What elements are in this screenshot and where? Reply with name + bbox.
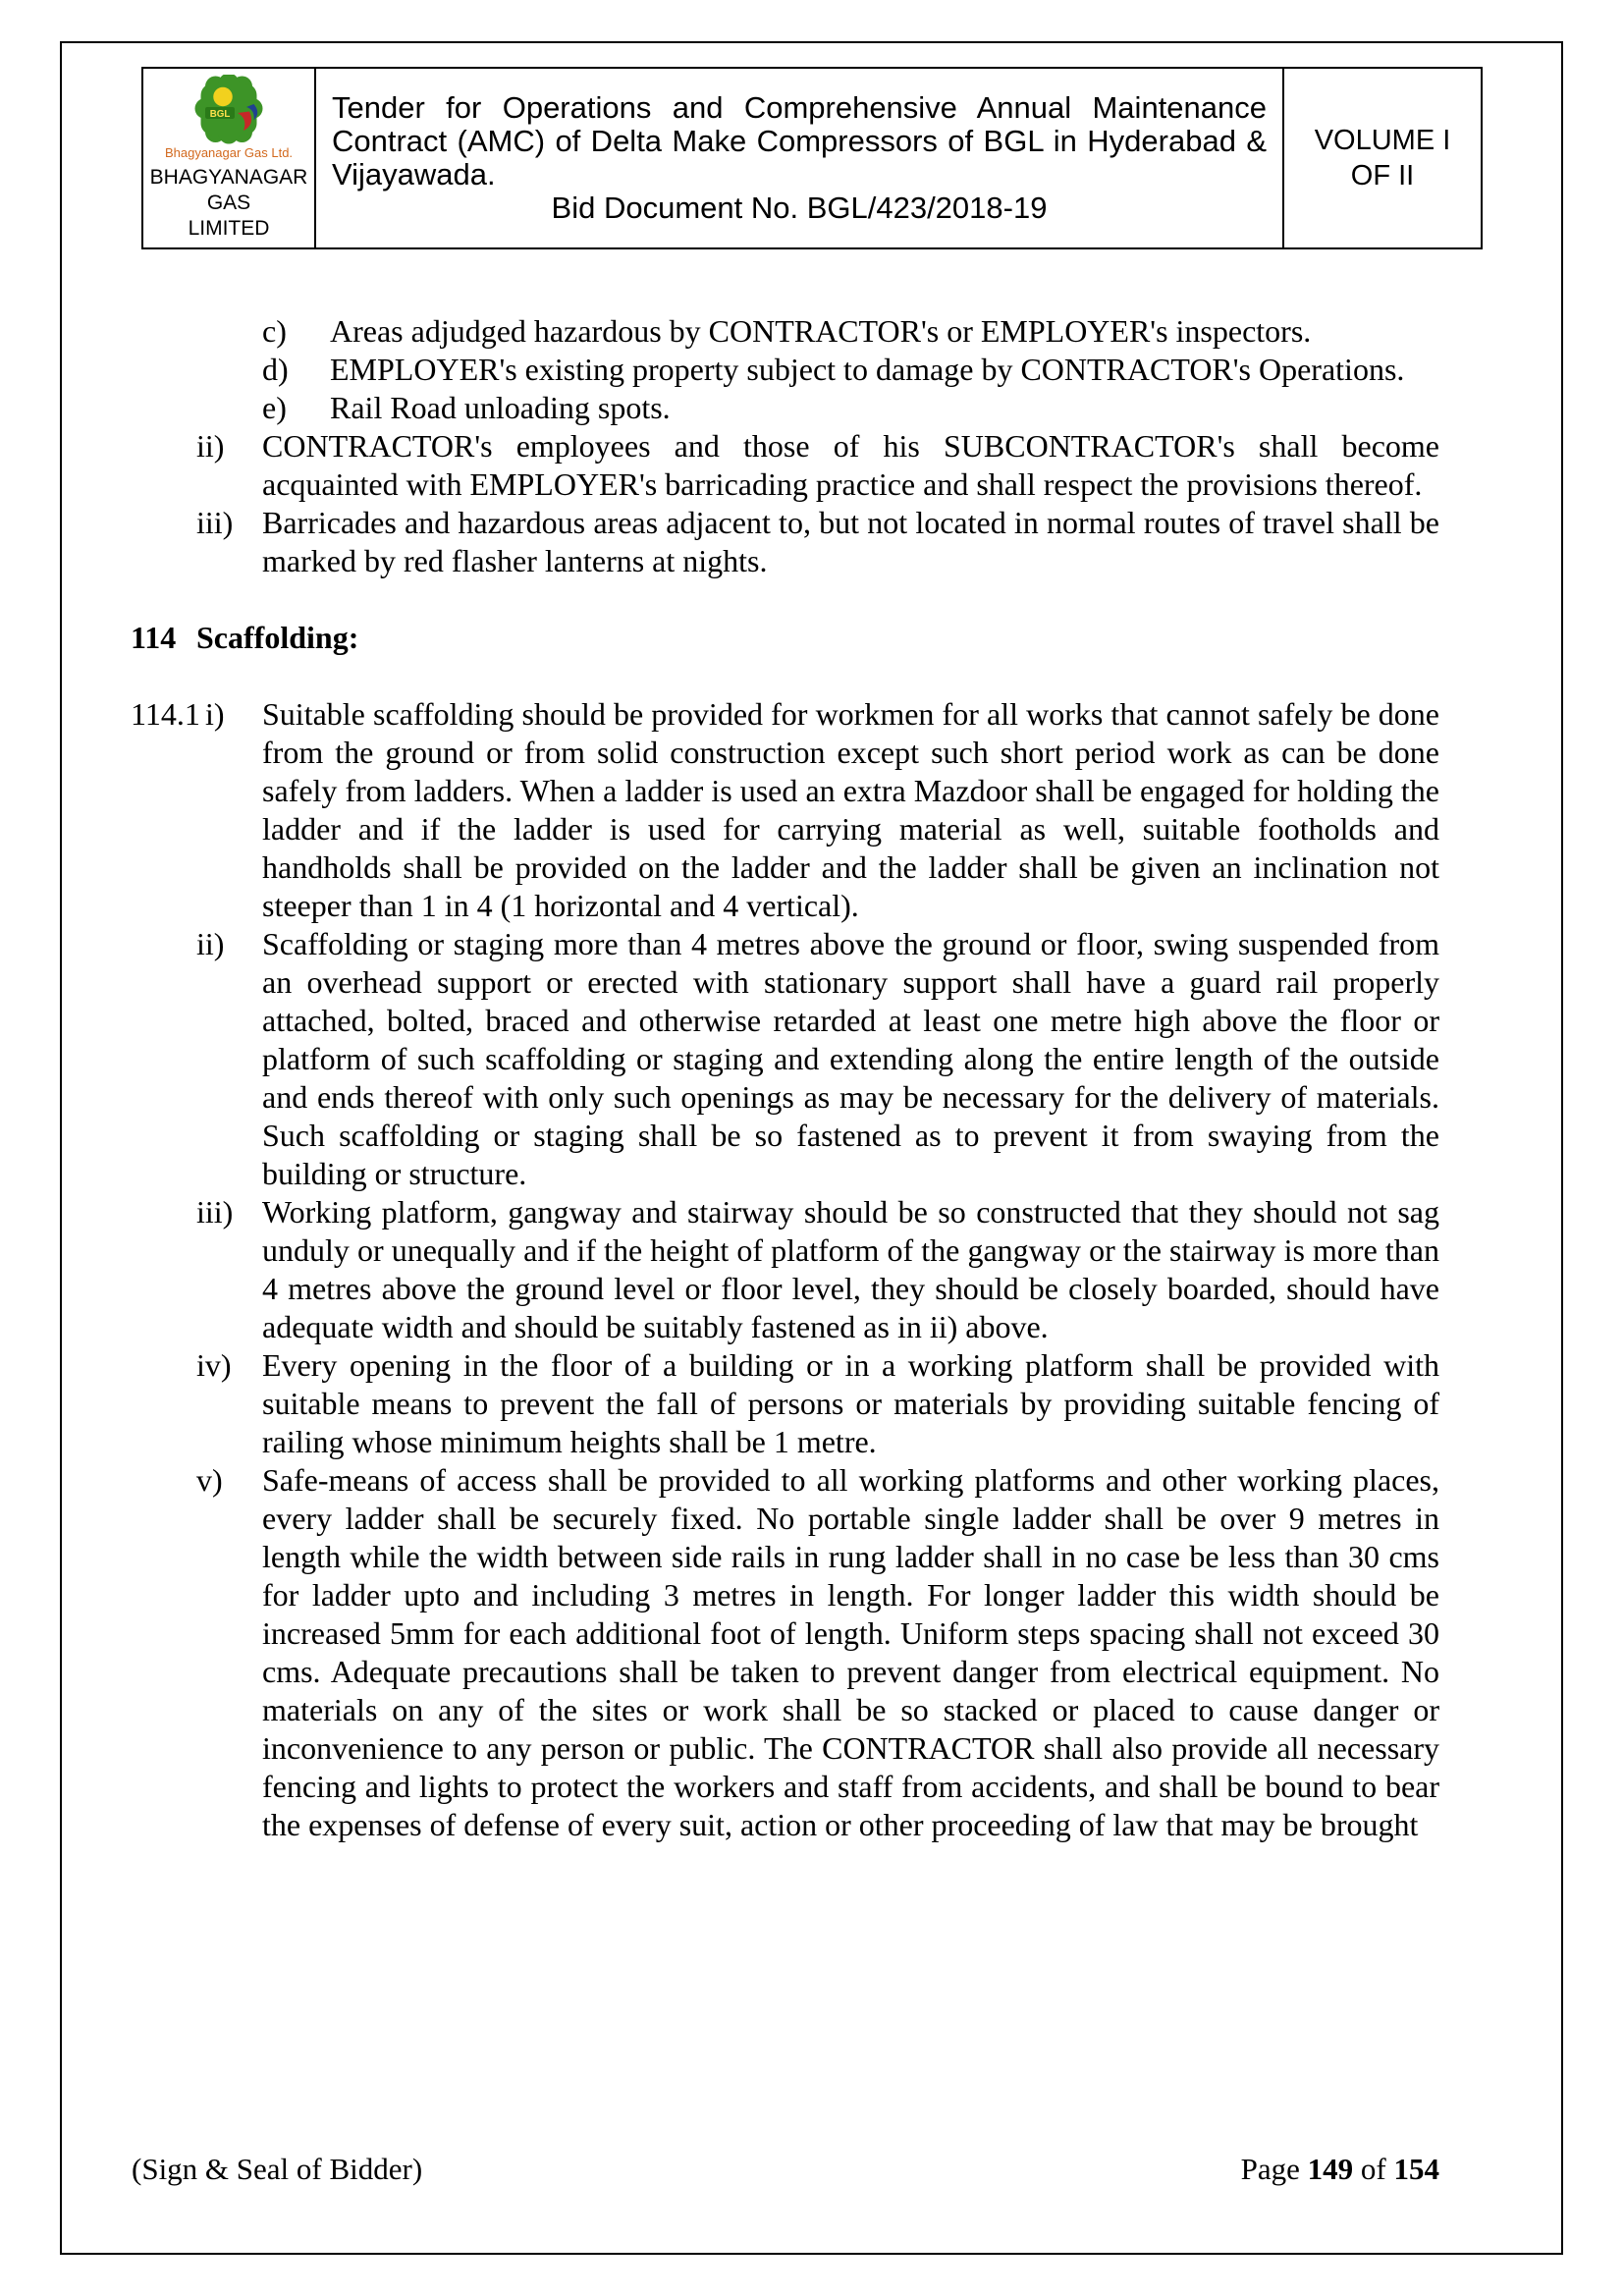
item-marker: iv)	[196, 1347, 232, 1383]
item-marker: ii)	[196, 428, 225, 464]
item-marker: c)	[262, 313, 287, 349]
item-marker: iii)	[196, 505, 234, 540]
item-marker: e)	[262, 390, 287, 425]
page-total: 154	[1393, 2152, 1439, 2186]
org-name-line1: BHAGYANAGAR GAS	[149, 166, 308, 214]
item-text: CONTRACTOR's employees and those of his SUBCONTRACTOR's shall become acquainted with EMPLOYER's barricading practice and shall respect the provisions thereof.	[262, 428, 1439, 502]
item-text: Rail Road unloading spots.	[330, 390, 671, 425]
logo-subtext: Bhagyanagar Gas Ltd.	[164, 145, 294, 160]
tender-title: Tender for Operations and Comprehensive Annual Maintenance Contract (AMC) of Delta Make Compressors of BGL in Hyderabad & Vijayawada.	[332, 90, 1267, 191]
item-text: EMPLOYER's existing property subject to damage by CONTRACTOR's Operations.	[330, 352, 1405, 387]
scaffolding-item-iii	[131, 1193, 1439, 1346]
scaffolding-item-ii	[131, 925, 1439, 1193]
item-text: Working platform, gangway and stairway should be so constructed that they should not sag unduly or unequally and if the height of platform of the gangway or the stairway is more than 4 metres above the ground level or floor level, they should be closely boarded, should have adequate width and should be suitably fastened as in ii) above.	[262, 1194, 1439, 1344]
list-item-iii	[131, 504, 1439, 580]
list-item-e	[131, 389, 1439, 427]
clause-number: 114.1	[131, 696, 200, 732]
section-heading	[131, 619, 1439, 657]
item-marker: v)	[196, 1462, 223, 1498]
item-text: Every opening in the floor of a building or in a working platform shall be provided with suitable means to prevent the fall of persons or materials by providing suitable fencing of railing whose minimum heights shall be 1 metre.	[262, 1347, 1439, 1459]
item-text: Safe-means of access shall be provided to all working platforms and other working places, every ladder shall be securely fixed. No portable single ladder shall be over 9 metres in length while the width between side rails in rung ladder shall in no case be less than 30 cms for ladder upto and including 3 metres in length. For longer ladder this width should be increased 5mm for each additional foot of length. Uniform steps spacing shall not exceed 30 cms. Adequate precautions shall be taken to prevent danger from electrical equipment. No materials on any of the sites or work shall be so stacked or placed to cause danger or inconvenience to any person or public. The CONTRACTOR shall also provide all necessary fencing and lights to protect the workers and staff from accidents, and shall be bound to bear the expenses of defense of every suit, action or other proceeding of law that may be brought	[262, 1462, 1439, 1842]
scaffolding-item-iv	[131, 1346, 1439, 1461]
item-text: Barricades and hazardous areas adjacent to, but not located in normal routes of travel shall be marked by red flasher lanterns at nights.	[262, 505, 1439, 578]
page-number: 149	[1307, 2152, 1354, 2186]
sign-seal-label: (Sign & Seal of Bidder)	[132, 2152, 423, 2186]
title-cell	[316, 69, 1284, 247]
list-item-d	[131, 351, 1439, 389]
volume-line1: VOLUME I	[1314, 125, 1451, 156]
volume-line2: OF II	[1350, 160, 1415, 191]
item-text: Scaffolding or staging more than 4 metres above the ground or floor, swing suspended from an overhead support or erected with stationary support shall have a guard rail properly attached, bolted, braced and otherwise retarded at least one metre high above the floor or platform of such scaffolding or staging and extending along the entire length of the outside and ends thereof with only such openings as may be necessary for the delivery of materials. Such scaffolding or staging shall be so fastened as to prevent it from swaying from the building or structure.	[262, 926, 1439, 1191]
logo-acronym: BGL	[209, 108, 231, 120]
list-item-ii	[131, 427, 1439, 504]
logo-sun-icon	[213, 87, 233, 107]
list-item-c	[131, 312, 1439, 351]
bid-document-number: Bid Document No. BGL/423/2018-19	[551, 191, 1048, 225]
logo-cell	[143, 69, 316, 247]
heading-label: Scaffolding:	[196, 620, 359, 655]
page-border	[60, 41, 1563, 2255]
bgl-logo	[193, 75, 264, 145]
volume-cell	[1284, 69, 1481, 247]
document-header	[141, 67, 1483, 249]
page-of-label: of	[1360, 2152, 1386, 2186]
org-name-line2: LIMITED	[188, 217, 270, 240]
heading-number: 114	[131, 620, 177, 655]
page-footer	[132, 2151, 1439, 2188]
item-text: Areas adjudged hazardous by CONTRACTOR's or EMPLOYER's inspectors.	[330, 313, 1312, 349]
item-marker: i)	[205, 696, 225, 732]
scaffolding-item-v	[131, 1461, 1439, 1844]
document-body	[62, 312, 1561, 1844]
page-label: Page	[1240, 2152, 1300, 2186]
page-indicator	[1241, 2151, 1439, 2188]
clause-114-1-item-i	[131, 695, 1439, 925]
item-marker: d)	[262, 352, 289, 387]
item-marker: ii)	[196, 926, 225, 961]
item-text: Suitable scaffolding should be provided for workmen for all works that cannot safely be done from the ground or from solid construction except such short period work as can be done safely from ladders. When a ladder is used an extra Mazdoor shall be engaged for holding the ladder and if the ladder is used for carrying material as well, suitable footholds and handholds shall be provided on the ladder and the ladder shall be given an inclination not steeper than 1 in 4 (1 horizontal and 4 vertical).	[262, 696, 1439, 923]
item-marker: iii)	[196, 1194, 234, 1230]
org-name	[147, 165, 310, 242]
